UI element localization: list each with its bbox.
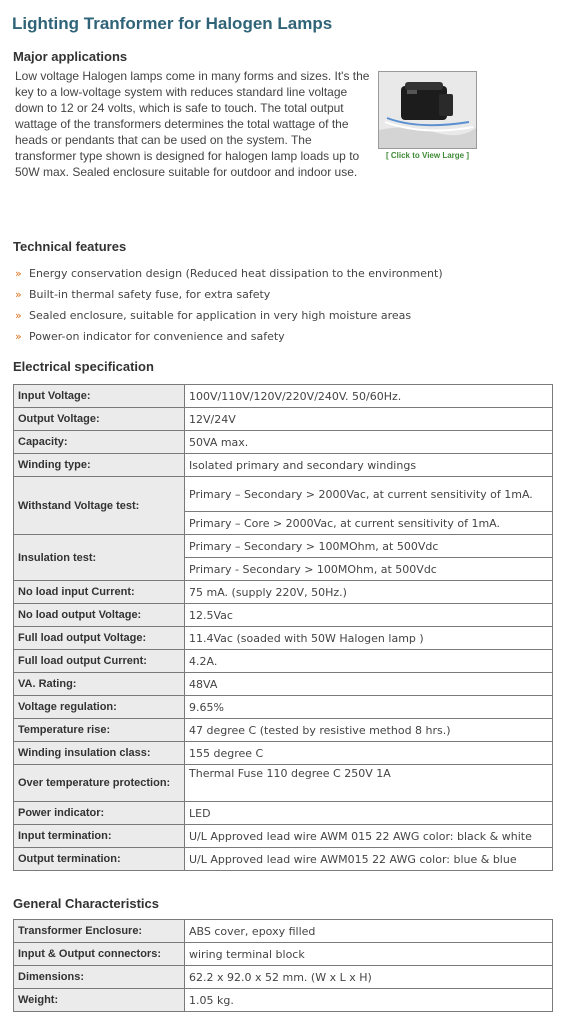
- table-row: [14, 650, 553, 673]
- table-row: [14, 431, 553, 454]
- spec-label: Capacity:: [14, 431, 185, 454]
- spec-label: Output Voltage:: [14, 408, 185, 431]
- spec-label: Weight:: [14, 989, 185, 1012]
- feature-item: [15, 263, 555, 284]
- page-title: Lighting Tranformer for Halogen Lamps: [12, 14, 333, 33]
- spec-value: 48VA: [185, 673, 553, 696]
- general-characteristics-table: [13, 919, 553, 1012]
- table-row: [14, 696, 553, 719]
- feature-item: [15, 326, 555, 347]
- spec-value: 11.4Vac (soaded with 50W Halogen lamp ): [185, 627, 553, 650]
- general-characteristics-heading: General Characteristics: [13, 896, 159, 911]
- spec-label: Withstand Voltage test:: [14, 477, 185, 535]
- spec-label: Insulation test:: [14, 535, 185, 581]
- feature-item: [15, 305, 555, 326]
- spec-value: Primary – Core > 2000Vac, at current sensitivity of 1mA.: [185, 512, 553, 535]
- spec-label: Power indicator:: [14, 802, 185, 825]
- spec-value: Primary – Secondary > 2000Vac, at current sensitivity of 1mA.: [185, 477, 553, 512]
- spec-value: 12.5Vac: [185, 604, 553, 627]
- feature-text: Power-on indicator for convenience and safety: [29, 330, 285, 343]
- spec-value: 62.2 x 92.0 x 52 mm. (W x L x H): [185, 966, 553, 989]
- table-row: [14, 966, 553, 989]
- spec-value: 12V/24V: [185, 408, 553, 431]
- spec-label: No load output Voltage:: [14, 604, 185, 627]
- table-row: [14, 989, 553, 1012]
- spec-label: Temperature rise:: [14, 719, 185, 742]
- major-applications-text: Low voltage Halogen lamps come in many forms and sizes. It's the key to a low-voltage system with reduces standard line voltage down to 12 or 24 volts, which is safe to touch. The total output wattage of the transformers determines the total wattage of the heads or pendants that can be used on the system. The transformer type shown is designed for halogen lamp loads up to 50W max. Sealed enclosure suitable for outdoor and indoor use.: [15, 69, 370, 179]
- spec-value: Isolated primary and secondary windings: [185, 454, 553, 477]
- features-list: [15, 263, 555, 347]
- table-row: [14, 742, 553, 765]
- spec-label: Output termination:: [14, 848, 185, 871]
- spec-label: Dimensions:: [14, 966, 185, 989]
- spec-label: Voltage regulation:: [14, 696, 185, 719]
- electrical-spec-table: [13, 384, 553, 871]
- spec-value: 47 degree C (tested by resistive method 8 hrs.): [185, 719, 553, 742]
- electrical-spec-heading: Electrical specification: [13, 359, 154, 374]
- spec-label: No load input Current:: [14, 581, 185, 604]
- spec-value: Primary – Secondary > 100MOhm, at 500Vdc: [185, 535, 553, 558]
- arrow-bullet-icon: »: [15, 309, 22, 322]
- view-large-link[interactable]: [ Click to View Large ]: [386, 151, 469, 160]
- table-row: [14, 943, 553, 966]
- spec-value: 75 mA. (supply 220V, 50Hz.): [185, 581, 553, 604]
- spec-value: ABS cover, epoxy filled: [185, 920, 553, 943]
- table-row: [14, 535, 553, 558]
- table-row: [14, 765, 553, 802]
- table-row: [14, 825, 553, 848]
- arrow-bullet-icon: »: [15, 267, 22, 280]
- technical-features-heading: Technical features: [13, 239, 127, 254]
- table-row: [14, 920, 553, 943]
- spec-value: 9.65%: [185, 696, 553, 719]
- spec-label: Winding insulation class:: [14, 742, 185, 765]
- product-thumbnail-image[interactable]: [378, 71, 477, 149]
- spec-value: Thermal Fuse 110 degree C 250V 1A: [185, 765, 553, 802]
- spec-value: 155 degree C: [185, 742, 553, 765]
- spec-value: 50VA max.: [185, 431, 553, 454]
- table-row: [14, 477, 553, 512]
- arrow-bullet-icon: »: [15, 288, 22, 301]
- table-row: [14, 604, 553, 627]
- table-row: [14, 627, 553, 650]
- spec-label: VA. Rating:: [14, 673, 185, 696]
- spec-label: Full load output Current:: [14, 650, 185, 673]
- feature-text: Built-in thermal safety fuse, for extra safety: [29, 288, 271, 301]
- table-row: [14, 454, 553, 477]
- arrow-bullet-icon: »: [15, 330, 22, 343]
- spec-value: LED: [185, 802, 553, 825]
- spec-label: Input & Output connectors:: [14, 943, 185, 966]
- feature-text: Energy conservation design (Reduced heat dissipation to the environment): [29, 267, 443, 280]
- spec-label: Full load output Voltage:: [14, 627, 185, 650]
- table-row: [14, 802, 553, 825]
- feature-text: Sealed enclosure, suitable for application in very high moisture areas: [29, 309, 412, 322]
- spec-label: Input Voltage:: [14, 385, 185, 408]
- spec-value: wiring terminal block: [185, 943, 553, 966]
- spec-value: 4.2A.: [185, 650, 553, 673]
- table-row: [14, 408, 553, 431]
- spec-value: 1.05 kg.: [185, 989, 553, 1012]
- table-row: [14, 719, 553, 742]
- table-row: [14, 848, 553, 871]
- spec-value: Primary - Secondary > 100MOhm, at 500Vdc: [185, 558, 553, 581]
- table-row: [14, 581, 553, 604]
- spec-value: U/L Approved lead wire AWM015 22 AWG color: blue & blue: [185, 848, 553, 871]
- spec-label: Transformer Enclosure:: [14, 920, 185, 943]
- table-row: [14, 385, 553, 408]
- feature-item: [15, 284, 555, 305]
- spec-value: 100V/110V/120V/220V/240V. 50/60Hz.: [185, 385, 553, 408]
- major-applications-heading: Major applications: [13, 49, 128, 64]
- transformer-photo: [379, 72, 476, 148]
- table-row: [14, 673, 553, 696]
- spec-label: Winding type:: [14, 454, 185, 477]
- spec-label: Input termination:: [14, 825, 185, 848]
- spec-label: Over temperature protection:: [14, 765, 185, 802]
- spec-value: U/L Approved lead wire AWM 015 22 AWG color: black & white: [185, 825, 553, 848]
